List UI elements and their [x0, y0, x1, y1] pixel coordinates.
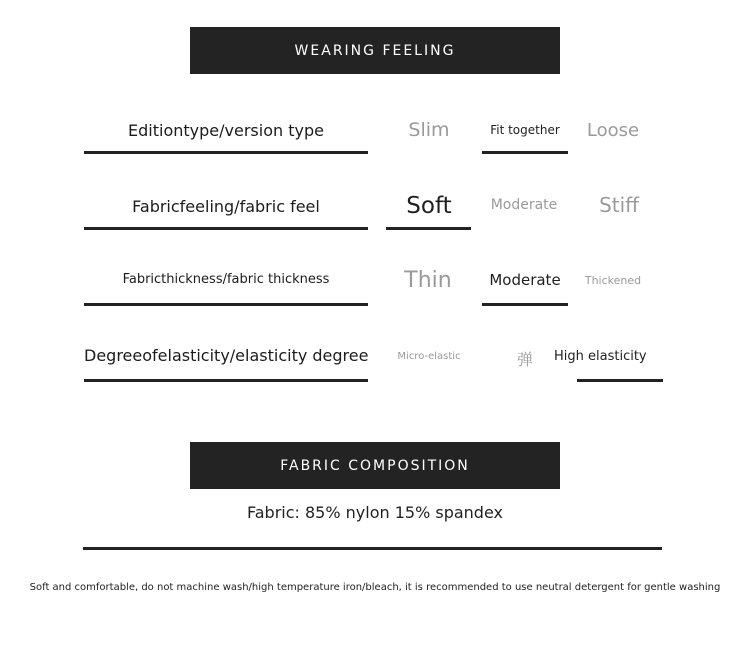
option-loose: Loose — [586, 120, 640, 141]
wearing-feeling-banner — [190, 27, 560, 74]
selected-underline-fit-together — [482, 151, 568, 154]
selected-underline-moderate-thickness — [482, 303, 568, 306]
selected-underline-high-elasticity — [577, 379, 663, 382]
option-fit-together: Fit together — [490, 123, 560, 137]
option-soft: Soft — [406, 193, 452, 219]
version-type-label: Editiontype/version type — [128, 121, 324, 140]
fabric-thickness-label: Fabricthickness/fabric thickness — [122, 272, 330, 287]
option-elastic-glyph: 弹 — [516, 350, 533, 369]
option-thickened: Thickened — [584, 274, 642, 287]
wearing-feeling-title: WEARING FEELING — [294, 42, 456, 59]
option-thin: Thin — [404, 268, 452, 293]
fabric-composition-divider — [83, 547, 662, 550]
fabric-composition-banner — [190, 442, 560, 489]
option-high-elasticity: High elasticity — [554, 349, 647, 364]
option-moderate-thickness: Moderate — [489, 271, 561, 289]
option-stiff: Stiff — [599, 193, 639, 217]
fabric-feel-label-underline — [84, 227, 368, 230]
elasticity-degree-label: Degreeofelasticity/elasticity degree — [84, 346, 369, 365]
option-slim: Slim — [408, 119, 450, 141]
fabric-composition-text: Fabric: 85% nylon 15% spandex — [247, 503, 503, 522]
elasticity-degree-label-underline — [84, 379, 368, 382]
option-moderate-feel: Moderate — [490, 197, 558, 213]
fabric-thickness-label-underline — [84, 303, 368, 306]
option-micro-elastic: Micro-elastic — [397, 351, 461, 362]
care-instructions: Soft and comfortable, do not machine wash/high temperature iron/bleach, it is recommended to use neutral detergent for gentle washing — [29, 582, 721, 593]
version-type-label-underline — [84, 151, 368, 154]
fabric-composition-title: FABRIC COMPOSITION — [280, 457, 470, 474]
selected-underline-soft — [386, 227, 471, 230]
fabric-feel-label: Fabricfeeling/fabric feel — [132, 197, 320, 216]
